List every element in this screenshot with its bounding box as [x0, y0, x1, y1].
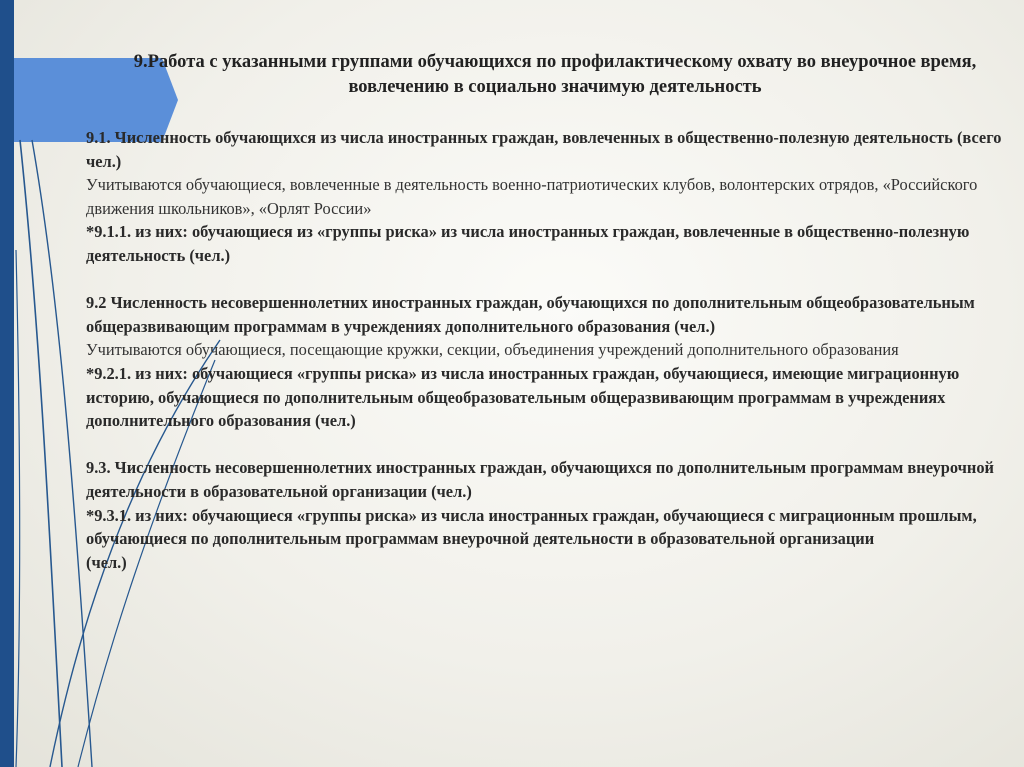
section-9-1 [86, 126, 1016, 268]
section-note: Учитываются обучающиеся, посещающие кружки, секции, объединения учреждений дополнительного образования [86, 340, 899, 360]
slide-title: 9.Работа с указанными группами обучающихся по профилактическому охвату во внеурочное время, вовлечению в социально значимую деятельность [133, 52, 977, 97]
decorative-curve-5 [16, 250, 20, 767]
decorative-curve-2 [32, 140, 92, 767]
decorative-curve-1 [20, 140, 62, 767]
spacer [86, 268, 1016, 292]
section-heading: 9.2 Численность несовершеннолетних иностранных граждан, обучающихся по дополнительным общеобразовательным общеразвивающим программам в учреждениях дополнительного образования (чел.) [86, 293, 975, 336]
section-9-3 [86, 456, 1016, 574]
section-note: Учитываются обучающиеся, вовлеченные в деятельность военно-патриотических клубов, волонтерских отрядов, «Российского движения школьников», «Орлят России» [86, 175, 978, 218]
content-body [86, 126, 1016, 574]
spacer [86, 433, 1016, 457]
section-subitem: *9.2.1. из них: обучающиеся «группы риска» из числа иностранных граждан, обучающиеся, имеющие миграционную историю, обучающиеся по дополнительным общеобразовательным общеразвивающим программам в учреждениях дополнительного образования (чел.) [86, 363, 960, 431]
section-heading: 9.1. Численность обучающихся из числа иностранных граждан, вовлеченных в общественно-полезную деятельность (всего чел.) [86, 128, 1002, 171]
section-subitem-tail: (чел.) [86, 552, 127, 572]
section-subitem: *9.3.1. из них: обучающиеся «группы риска» из числа иностранных граждан, обучающиеся с миграционным прошлым, обучающиеся по дополнительным программам внеурочной деятельности в образовательной организации [86, 505, 977, 549]
section-heading: 9.3. Численность несовершеннолетних иностранных граждан, обучающихся по дополнительным программам внеурочной деятельности в образовательной организации (чел.) [86, 458, 994, 501]
section-subitem: *9.1.1. из них: обучающиеся из «группы риска» из числа иностранных граждан, вовлеченные в общественно-полезную деятельность (чел.) [86, 222, 970, 265]
section-9-2 [86, 291, 1016, 433]
